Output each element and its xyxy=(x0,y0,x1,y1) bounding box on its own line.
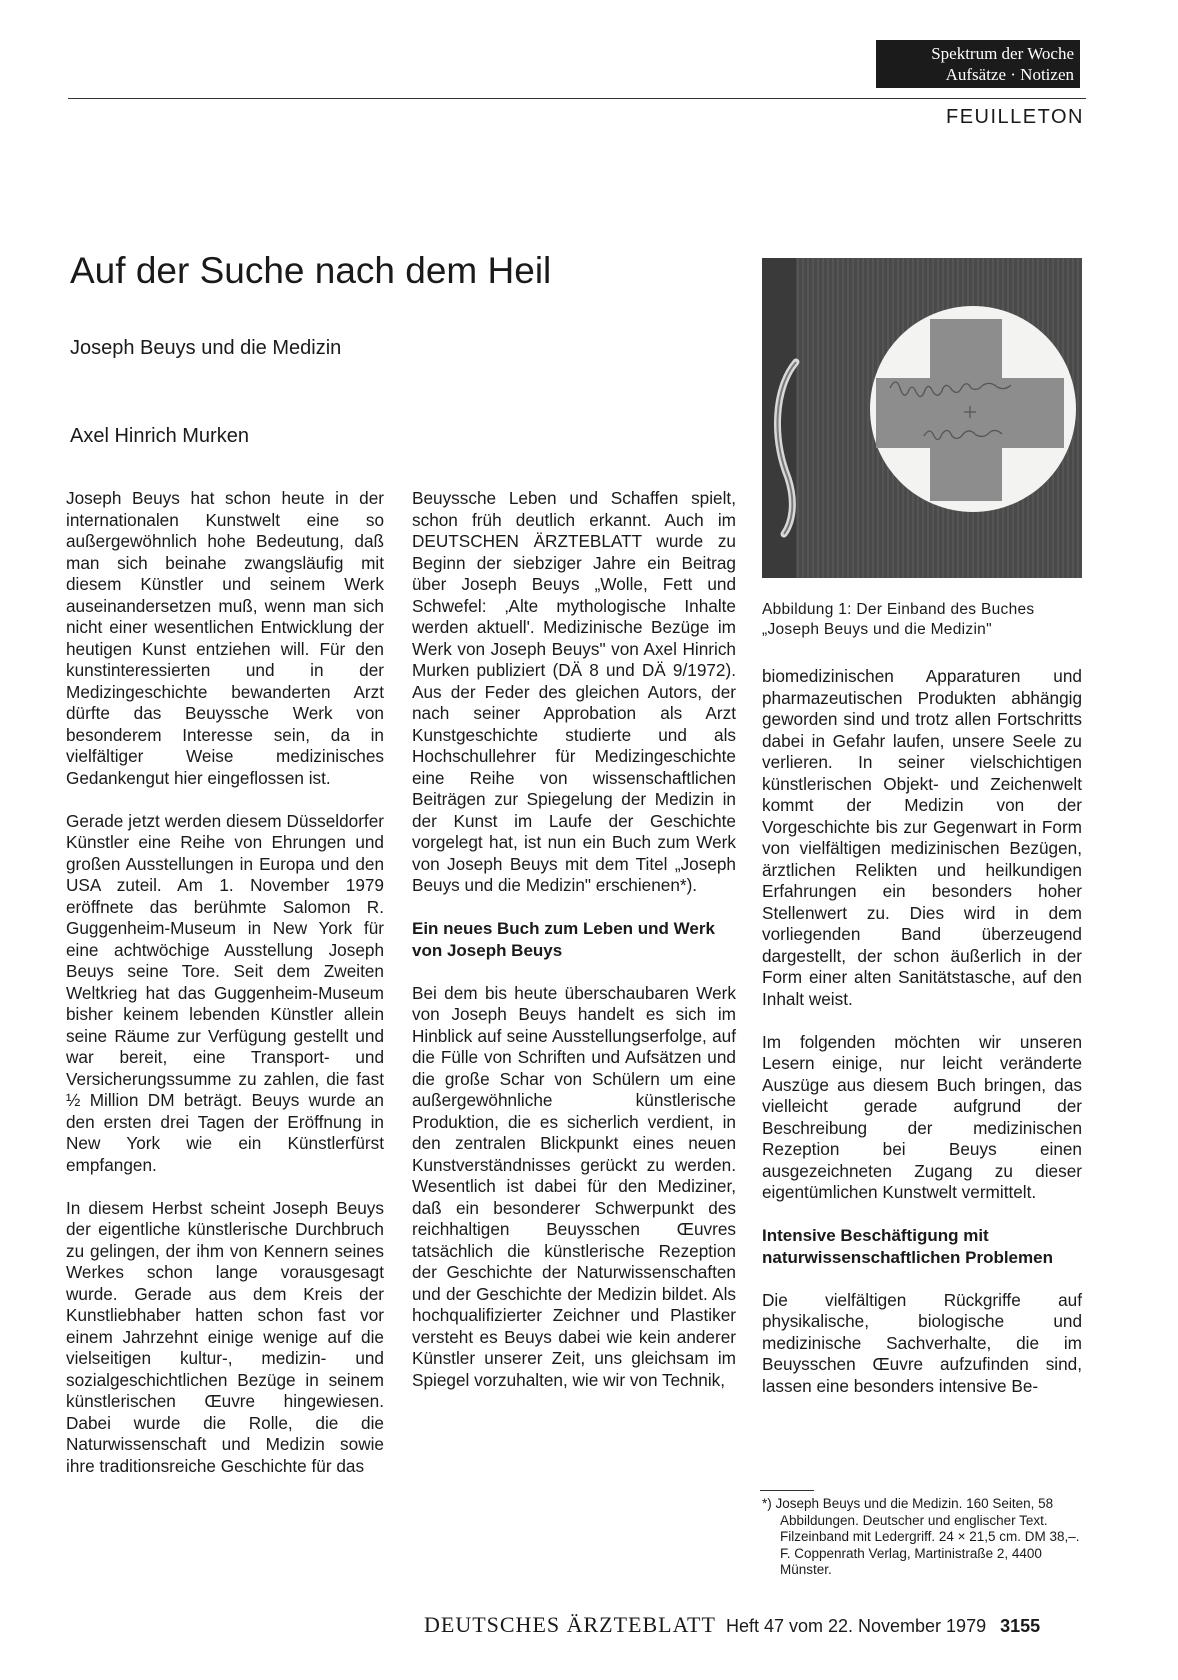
paragraph: Gerade jetzt werden diesem Düsseldorfer Künstler eine Reihe von Ehrungen und großen Ausstellungen in Europa und den USA zuteil. Am 1. November 1979 eröffnete das berühmte Salomon R. Guggenheim-Museum in New York für eine achtwöchige Ausstellung Joseph Beuys seine Tore. Seit dem Zweiten Weltkrieg hat das Guggenheim-Museum bisher keinem lebenden Künstler allein seine Räume zur Verfügung gestellt und war bereit, eine Transport- und Versicherungssumme zu zahlen, die fast ½ Million DM beträgt. Beuys wurde an den ersten drei Tagen der Eröffnung in New York wie ein Künstlerfürst empfangen. xyxy=(66,810,384,1175)
section-label: FEUILLETON xyxy=(946,106,1084,128)
paragraph: Joseph Beuys hat schon heute in der internationalen Kunstwelt eine so außergewöhnlich hohe Bedeutung, daß man sich beinahe zwangsläufig mit diesem Künstler und seinem Werk auseinandersetzen muß, wenn man sich nicht einer wesentlichen Entwicklung der heutigen Kunst entziehen will. Für den kunstinteressierten und in der Medizingeschichte bewanderten Arzt dürfte das Beuyssche Werk von besonderem Interesse sein, da in vielfältiger Weise medizinisches Gedankengut hier eingeflossen ist. xyxy=(66,488,384,788)
paragraph: Im folgenden möchten wir unseren Lesern einige, nur leicht veränderte Auszüge aus diesem Buch bringen, das vielleicht gerade aufgrund der Beschreibung der medizinischen Rezeption bei Beuys einen ausgezeichneten Zugang zu dieser eigentümlichen Kunstwelt vermittelt. xyxy=(762,1031,1082,1202)
badge-line-2: Aufsätze · Notizen xyxy=(945,65,1074,84)
header-rule xyxy=(68,98,1086,99)
footnote-rule xyxy=(760,1490,814,1491)
paragraph: biomedizinischen Apparaturen und pharmazeutischen Produkten abhängig geworden sind und trotz allen Fortschritts dabei in Gefahr laufen, unsere Seele zu verlieren. In seiner vielschichtigen künstlerischen Objekt- und Zeichenwelt kommt der Medizin von der Vorgeschichte bis zur Gegenwart in Form von vielfältigen medizinischen Bezügen, ärztlichen Relikten und heilkundigen Erfahrungen ein besonders hoher Stellenwert zu. Dies wird in dem vorliegenden Band überzeugend dargestellt, der schon äußerlich in der Form einer alten Sanitätstasche, auf den Inhalt weist. xyxy=(762,666,1082,1009)
issue-info: Heft 47 vom 22. November 1979 xyxy=(725,1616,987,1636)
article-title: Auf der Suche nach dem Heil xyxy=(70,250,552,291)
section-heading: Intensive Beschäftigung mit naturwissenschaftlichen Problemen xyxy=(762,1226,1053,1267)
article-author: Axel Hinrich Murken xyxy=(70,425,249,447)
page-number: 3155 xyxy=(1000,1616,1041,1636)
paragraph: Beuyssche Leben und Schaffen spielt, schon früh deutlich erkannt. Auch im DEUTSCHEN ÄRZTEBLATT wurde zu Beginn der siebziger Jahre ein Beitrag über Joseph Beuys „Wolle, Fett und Schwefel: ‚Alte mythologische Inhalte werden aktuell'. Medizinische Bezüge im Werk von Joseph Beuys" von Axel Hinrich Murken publiziert (DÄ 8 und DÄ 9/1972). Aus der Feder des gleichen Autors, der nach seiner Approbation als Arzt Kunstgeschichte studierte und als Hochschullehrer für Medizingeschichte eine Reihe von wissenschaftlichen Beiträgen zur Spiegelung der Medizin in der Kunst im Laufe der Geschichte vorgelegt hat, ist nun ein Buch zum Werk von Joseph Beuys mit dem Titel „Joseph Beuys und die Medizin" erschienen*). xyxy=(412,488,736,895)
text-column-2 xyxy=(412,488,736,1413)
badge-line-1: Spektrum der Woche xyxy=(931,44,1074,63)
section-heading: Ein neues Buch zum Leben und Werk von Joseph Beuys xyxy=(412,919,715,960)
footnote: *) Joseph Beuys und die Medizin. 160 Seiten, 58 Abbildungen. Deutscher und englischer Text. Filzeinband mit Ledergriff. 24 × 21,5 cm. DM 38,–. F. Coppenrath Verlag, Martinistraße 2, 4400 Münster. xyxy=(762,1496,1080,1577)
text-column-1 xyxy=(66,488,384,1499)
page-footer xyxy=(424,1612,1084,1638)
paragraph: Bei dem bis heute überschaubaren Werk von Joseph Beuys handelt es sich im Hinblick auf seine Ausstellungserfolge, auf die Fülle von Schriften und Aufsätzen und die große Schar von Schülern um eine außergewöhnliche künstlerische Produktion, die es sicherlich verdient, in den zentralen Blickpunkt eines neuen Kunstverständnisses gerückt zu werden. Wesentlich ist dabei für den Mediziner, daß ein besonderer Schwerpunkt des reichhaltigen Beuysschen Œuvres tatsächlich die künstlerische Rezeption der Geschichte der Naturwissenschaften und der Geschichte der Medizin bildet. Als hochqualifizierter Zeichner und Plastiker versteht es Beuys dabei wie kein anderer Künstler unserer Zeit, uns gleichsam im Spiegel vorzuhalten, wie wir von Technik, xyxy=(412,982,736,1390)
paragraph: Die vielfältigen Rückgriffe auf physikalische, biologische und medizinische Sachverhalte, die im Beuysschen Œuvre aufzufinden sind, lassen eine besonders intensive Be- xyxy=(762,1289,1082,1396)
figure-caption: Abbildung 1: Der Einband des Buches „Joseph Beuys und die Medizin" xyxy=(762,601,1035,638)
handwritten-signature xyxy=(884,366,1064,456)
article-subtitle: Joseph Beuys und die Medizin xyxy=(70,337,342,359)
book-cover-photo xyxy=(762,258,1082,578)
journal-masthead: DEUTSCHES ÄRZTEBLATT xyxy=(424,1612,716,1637)
paragraph: In diesem Herbst scheint Joseph Beuys der eigentliche künstlerische Durchbruch zu gelingen, der ihm von Kennern seines Werkes schon lange vorausgesagt wurde. Gerade aus dem Kreis der Kunstliebhaber hatten schon fast vor einem Jahrzehnt einige wenige auf die vielseitigen kultur-, medizin- und sozialgeschichtlichen Bezüge in seinem künstlerischen Œuvre hingewiesen. Dabei wurde die Rolle, die die Naturwissenschaft und Medizin sowie ihre traditionsreiche Geschichte für das xyxy=(66,1197,384,1476)
leather-handle-icon xyxy=(766,358,806,538)
section-badge xyxy=(876,40,1080,88)
text-column-3 xyxy=(762,666,1082,1419)
